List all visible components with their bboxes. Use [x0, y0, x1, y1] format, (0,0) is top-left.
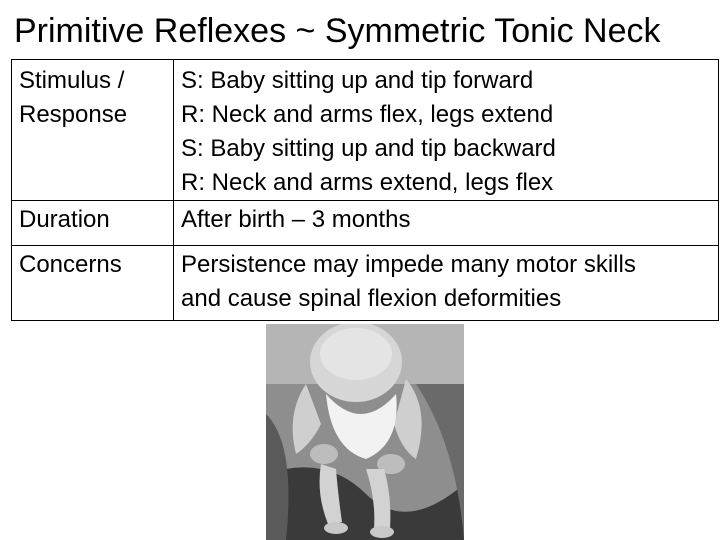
stimulus-response-label: Stimulus / Response — [19, 67, 128, 128]
concerns-label: Concerns — [19, 251, 122, 278]
row-label-cell — [12, 201, 174, 246]
slide-title: Primitive Reflexes ~ Symmetric Tonic Neck — [14, 12, 661, 50]
table-row-duration — [12, 201, 719, 246]
row-label-cell — [12, 246, 174, 321]
duration-label: Duration — [19, 206, 110, 233]
row-value-cell — [174, 60, 719, 201]
response-line-1: R: Neck and arms flex, legs extend — [181, 101, 554, 128]
table-row-concerns — [12, 246, 719, 321]
reflex-info-table — [11, 59, 719, 321]
row-value-cell — [174, 201, 719, 246]
table-row-stimulus-response — [12, 60, 719, 201]
response-line-2: R: Neck and arms extend, legs flex — [181, 169, 554, 196]
stimulus-line-2: S: Baby sitting up and tip backward — [181, 135, 556, 162]
concerns-line-2: and cause spinal flexion deformities — [181, 285, 562, 312]
baby-reflex-photo — [266, 324, 464, 540]
row-value-cell — [174, 246, 719, 321]
row-label-cell — [12, 60, 174, 201]
stimulus-line-1: S: Baby sitting up and tip forward — [181, 67, 534, 94]
concerns-line-1: Persistence may impede many motor skills — [181, 251, 636, 278]
baby-illustration — [266, 324, 464, 540]
duration-value: After birth – 3 months — [181, 206, 411, 233]
